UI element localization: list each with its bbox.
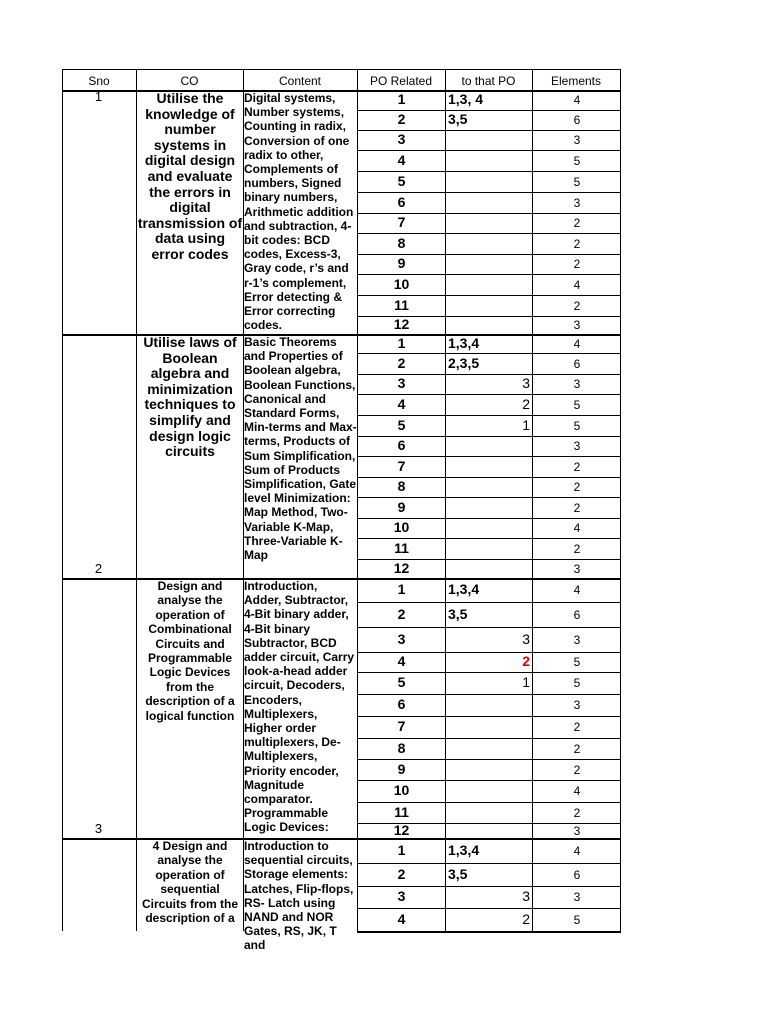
po-number: 3 (397, 630, 406, 647)
po-number: 6 (397, 437, 406, 453)
po-number: 2 (397, 605, 406, 622)
course-outcome-text: Utilise laws of Boolean algebra and minimization techniques to simplify and design logic circuits (143, 334, 237, 460)
row-border (357, 415, 621, 416)
po-number: 4 (397, 910, 406, 927)
elements-count: 6 (573, 607, 581, 622)
elements-count: 5 (573, 174, 581, 189)
mapping-level: 1 (522, 674, 530, 690)
elements-count: 2 (573, 541, 581, 556)
po-number: 4 (397, 653, 406, 669)
row-border (357, 436, 621, 437)
elements-count: 3 (573, 561, 581, 576)
elements-count: 6 (573, 867, 581, 882)
row-border (357, 394, 621, 395)
row-border (357, 274, 621, 275)
mapping-level: 1,3, 4 (448, 91, 484, 107)
elements-count: 4 (573, 843, 581, 858)
elements-count: 3 (573, 377, 581, 391)
po-number: 10 (393, 275, 410, 292)
row-border (357, 497, 621, 498)
po-number: 5 (397, 172, 406, 189)
row-border (357, 694, 621, 695)
elements-count: 3 (573, 698, 581, 712)
po-number: 2 (397, 111, 406, 127)
po-number: 4 (397, 151, 406, 168)
row-border (62, 69, 621, 70)
elements-count: 3 (573, 823, 581, 838)
row-border (357, 652, 621, 653)
elements-count: 3 (573, 632, 581, 647)
elements-count: 5 (573, 397, 581, 412)
po-number: 12 (393, 821, 410, 838)
elements-count: 6 (573, 113, 581, 127)
row-sno: 1 (94, 89, 103, 104)
elements-count: 2 (573, 805, 581, 820)
row-border (357, 602, 621, 603)
row-border (357, 374, 621, 375)
mapping-level: 1 (522, 416, 530, 433)
elements-count: 5 (573, 655, 581, 669)
po-number: 11 (394, 539, 409, 556)
header-elements: Elements (550, 74, 602, 88)
mapping-level: 3 (522, 630, 530, 647)
elements-count: 3 (573, 439, 581, 453)
po-number: 9 (397, 760, 406, 777)
po-number: 1 (397, 581, 406, 597)
po-number: 2 (397, 865, 406, 882)
column-border (62, 69, 63, 931)
mapping-level: 1,3,4 (448, 334, 480, 351)
row-border (357, 886, 621, 887)
header-level: to that PO (461, 74, 516, 88)
course-outcome-text: Design and analyse the operation of Combinational Circuits and Programmable Logic Devices from the description of a logical function (145, 579, 235, 723)
row-border (357, 254, 621, 255)
po-number: 9 (397, 498, 406, 515)
elements-count: 3 (573, 133, 581, 147)
row-border (357, 171, 621, 172)
po-number: 4 (397, 395, 406, 412)
row-border (357, 672, 621, 673)
elements-count: 2 (573, 459, 581, 474)
po-number: 1 (397, 841, 406, 858)
elements-count: 2 (573, 480, 581, 494)
po-number: 1 (397, 334, 406, 351)
row-border (357, 213, 621, 214)
elements-count: 4 (573, 583, 581, 597)
row-border (357, 780, 621, 781)
row-border (357, 110, 621, 111)
mapping-level: 1,3,4 (448, 581, 480, 597)
course-outcome-text: 4 Design and analyse the operation of sequential Circuits from the description of a (141, 839, 238, 926)
po-number: 5 (397, 674, 406, 690)
header-content: Content (278, 74, 322, 88)
row-border (357, 192, 621, 193)
elements-count: 3 (573, 195, 581, 210)
elements-count: 3 (573, 318, 581, 332)
row-border (357, 716, 621, 717)
po-number: 8 (397, 739, 406, 756)
row-border (357, 627, 621, 628)
mapping-level: 2 (522, 910, 530, 927)
elements-count: 2 (573, 720, 581, 734)
po-number: 3 (397, 888, 406, 904)
elements-count: 5 (573, 418, 581, 433)
elements-count: 2 (573, 216, 581, 230)
elements-count: 4 (573, 93, 581, 107)
mapping-level: 2 (522, 653, 530, 669)
po-number: 9 (397, 255, 406, 271)
row-sno: 2 (94, 561, 103, 576)
row-border (357, 150, 621, 151)
row-border (357, 477, 621, 478)
content-text: Introduction, Adder, Subtractor, 4-Bit binary adder, 4-Bit binary Subtractor, BCD adder circuit, Carry look-a-head adder circuit, Decoders, Encoders, Multiplexers, Higher order multiplexers, De-Multiplexers, Priority encoder, Magnitude comparator. Programmable Logic Devices: (244, 579, 355, 835)
mapping-level: 2 (522, 395, 530, 412)
content-text: Basic Theorems and Properties of Boolean algebra, Boolean Functions, Canonical and Standard Forms, Min-terms and Max- terms, Products of Sum Simplification, Sum of Products Simplification, Gate level Minimization: Map Method, Two-Variable K-Map, Three-Variable K-Map (244, 335, 357, 563)
po-number: 3 (397, 131, 406, 147)
header-sno: Sno (88, 74, 110, 88)
elements-count: 3 (573, 890, 581, 904)
header-co: CO (180, 74, 199, 88)
elements-count: 5 (573, 153, 581, 168)
mapping-level: 2,3,5 (448, 354, 480, 371)
row-border (357, 863, 621, 864)
po-number: 7 (397, 214, 406, 230)
po-number: 12 (393, 316, 410, 332)
po-number: 11 (394, 803, 409, 820)
elements-count: 5 (573, 912, 581, 927)
elements-count: 2 (573, 500, 581, 515)
elements-count: 2 (573, 762, 581, 777)
elements-count: 5 (573, 676, 581, 690)
po-number: 7 (397, 457, 406, 474)
elements-count: 2 (573, 257, 581, 271)
po-number: 7 (397, 718, 406, 734)
row-border (357, 456, 621, 457)
mapping-level: 3 (522, 888, 530, 904)
po-number: 8 (397, 234, 406, 251)
po-number: 3 (397, 375, 406, 391)
row-border (357, 130, 621, 131)
row-border (357, 538, 621, 539)
elements-count: 4 (573, 336, 581, 351)
row-sno: 3 (94, 821, 103, 836)
elements-count: 4 (573, 521, 581, 535)
mapping-level: 3 (522, 375, 530, 391)
mapping-level: 3,5 (448, 605, 468, 622)
co-po-mapping-table (62, 52, 621, 953)
mapping-level: 3,5 (448, 111, 468, 127)
row-border (357, 233, 621, 234)
po-number: 1 (397, 91, 406, 107)
content-text: Digital systems, Number systems, Counting in radix, Conversion of one radix to other, Complements of numbers, Signed binary numbers, Arithmetic addition and subtraction, 4-bit codes: BCD codes, Excess-3, Gray code, r’s and r-1’s complement, Error detecting & Error correcting codes. (244, 91, 354, 333)
po-number: 10 (393, 782, 410, 798)
content-text: Introduction to sequential circuits, Storage elements: Latches, Flip-flops, RS- Latch using NAND and NOR Gates, RS, JK, T and (244, 839, 354, 953)
row-border (357, 759, 621, 760)
po-number: 2 (397, 354, 406, 371)
elements-count: 4 (573, 784, 581, 798)
header-po-related: PO Related (369, 74, 433, 88)
po-number: 12 (393, 559, 410, 576)
mapping-level: 1,3,4 (448, 841, 480, 858)
row-border (357, 931, 621, 933)
row-border (357, 908, 621, 909)
elements-count: 2 (573, 741, 581, 756)
po-number: 5 (397, 416, 406, 433)
elements-count: 6 (573, 356, 581, 371)
po-number: 6 (397, 193, 406, 210)
elements-count: 2 (573, 298, 581, 313)
po-number: 6 (397, 696, 406, 712)
elements-count: 2 (573, 236, 581, 251)
po-number: 8 (397, 478, 406, 494)
elements-count: 4 (573, 277, 581, 292)
row-border (357, 295, 621, 296)
row-border (357, 353, 621, 354)
mapping-level: 3,5 (448, 865, 468, 882)
course-outcome-text: Utilise the knowledge of number systems in digital design and evaluate the errors in digital transmission of data using error codes (137, 90, 243, 262)
row-border (357, 738, 621, 739)
row-border (357, 802, 621, 803)
po-number: 10 (393, 519, 410, 535)
po-number: 11 (394, 296, 409, 313)
